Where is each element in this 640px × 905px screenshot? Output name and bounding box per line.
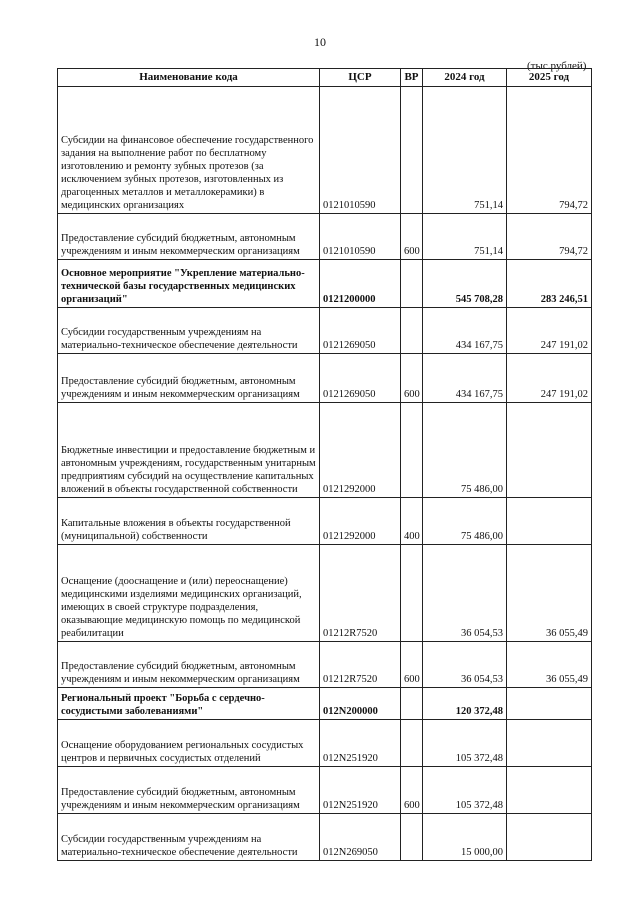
table-row (58, 814, 592, 861)
row-2024: 15 000,00 (423, 814, 507, 861)
row-csr: 0121292000 (320, 403, 401, 498)
row-name: Субсидии на финансовое обеспечение государственного задания на выполнение работ по бесплатному изготовлению и ремонту зубных протезов (за исключением зубных протезов, изготовленных из драгоценных металлов и металлокерамики) в медицинских организациях (58, 87, 320, 214)
row-2025 (507, 720, 592, 767)
table-row (58, 403, 592, 498)
row-name: Субсидии государственным учреждениям на материально-техническое обеспечение деятельности (58, 814, 320, 861)
table-row (58, 498, 592, 545)
row-vr (401, 403, 423, 498)
row-vr (401, 87, 423, 214)
row-csr: 01212R7520 (320, 642, 401, 688)
row-vr: 600 (401, 354, 423, 403)
row-name: Субсидии государственным учреждениям на материально-техническое обеспечение деятельности (58, 308, 320, 354)
row-2024: 75 486,00 (423, 403, 507, 498)
table-row (58, 308, 592, 354)
row-vr (401, 688, 423, 720)
row-vr: 600 (401, 214, 423, 260)
table-row (58, 354, 592, 403)
row-2024: 75 486,00 (423, 498, 507, 545)
row-name: Оснащение (дооснащение и (или) переоснащение) медицинскими изделиями медицинских организаций, имеющих в своей структуре подразделения, оказывающие медицинскую помощь по медицинской реабилитации (58, 545, 320, 642)
header-name: Наименование кода (58, 69, 320, 87)
units-label: (тыс.рублей) (527, 60, 587, 72)
row-name: Предоставление субсидий бюджетным, автономным учреждениям и иным некоммерческим организациям (58, 214, 320, 260)
row-csr: 012N200000 (320, 688, 401, 720)
row-csr: 012N251920 (320, 767, 401, 814)
row-vr (401, 308, 423, 354)
table-row (58, 214, 592, 260)
row-csr: 0121269050 (320, 308, 401, 354)
table-row (58, 767, 592, 814)
header-vr: ВР (401, 69, 423, 87)
table-row (58, 87, 592, 214)
table-row (58, 545, 592, 642)
row-name: Бюджетные инвестиции и предоставление бюджетным и автономным учреждениям, государственным унитарным предприятиям субсидий на осуществление капитальных вложений в объекты государственной собственности (58, 403, 320, 498)
row-2025 (507, 688, 592, 720)
row-vr (401, 814, 423, 861)
row-name: Региональный проект "Борьба с сердечно-сосудистыми заболеваниями" (58, 688, 320, 720)
row-2025: 794,72 (507, 87, 592, 214)
row-2024: 751,14 (423, 87, 507, 214)
row-csr: 012N269050 (320, 814, 401, 861)
row-csr: 01212R7520 (320, 545, 401, 642)
row-vr: 600 (401, 642, 423, 688)
row-2025 (507, 498, 592, 545)
row-2025 (507, 767, 592, 814)
row-name: Предоставление субсидий бюджетным, автономным учреждениям и иным некоммерческим организациям (58, 354, 320, 403)
row-vr (401, 545, 423, 642)
row-csr: 012N251920 (320, 720, 401, 767)
row-2024: 36 054,53 (423, 545, 507, 642)
page-number: 10 (314, 35, 326, 49)
row-2024: 105 372,48 (423, 720, 507, 767)
table-row (58, 642, 592, 688)
row-2025: 283 246,51 (507, 260, 592, 308)
row-name: Оснащение оборудованием региональных сосудистых центров и первичных сосудистых отделений (58, 720, 320, 767)
row-2024: 434 167,75 (423, 308, 507, 354)
table-row (58, 260, 592, 308)
row-2024: 120 372,48 (423, 688, 507, 720)
row-vr: 400 (401, 498, 423, 545)
row-2024: 36 054,53 (423, 642, 507, 688)
row-name: Предоставление субсидий бюджетным, автономным учреждениям и иным некоммерческим организациям (58, 767, 320, 814)
row-2025: 247 191,02 (507, 308, 592, 354)
row-2024: 545 708,28 (423, 260, 507, 308)
row-csr: 0121292000 (320, 498, 401, 545)
header-2025: 2025 год (507, 69, 592, 87)
row-name: Предоставление субсидий бюджетным, автономным учреждениям и иным некоммерческим организациям (58, 642, 320, 688)
row-csr: 0121010590 (320, 87, 401, 214)
row-2025 (507, 403, 592, 498)
row-csr: 0121269050 (320, 354, 401, 403)
header-2024: 2024 год (423, 69, 507, 87)
row-2025: 36 055,49 (507, 545, 592, 642)
table-header-row (58, 69, 592, 87)
row-2025: 247 191,02 (507, 354, 592, 403)
row-2025: 794,72 (507, 214, 592, 260)
header-csr: ЦСР (320, 69, 401, 87)
row-vr: 600 (401, 767, 423, 814)
row-2025: 36 055,49 (507, 642, 592, 688)
row-name: Капитальные вложения в объекты государственной (муниципальной) собственности (58, 498, 320, 545)
row-vr (401, 260, 423, 308)
row-2024: 751,14 (423, 214, 507, 260)
row-name: Основное мероприятие "Укрепление материально-технической базы государственных медицинских организаций" (58, 260, 320, 308)
row-csr: 0121010590 (320, 214, 401, 260)
row-2024: 105 372,48 (423, 767, 507, 814)
row-2024: 434 167,75 (423, 354, 507, 403)
table-row (58, 720, 592, 767)
budget-table (57, 68, 592, 861)
row-csr: 0121200000 (320, 260, 401, 308)
row-vr (401, 720, 423, 767)
table-row (58, 688, 592, 720)
row-2025 (507, 814, 592, 861)
